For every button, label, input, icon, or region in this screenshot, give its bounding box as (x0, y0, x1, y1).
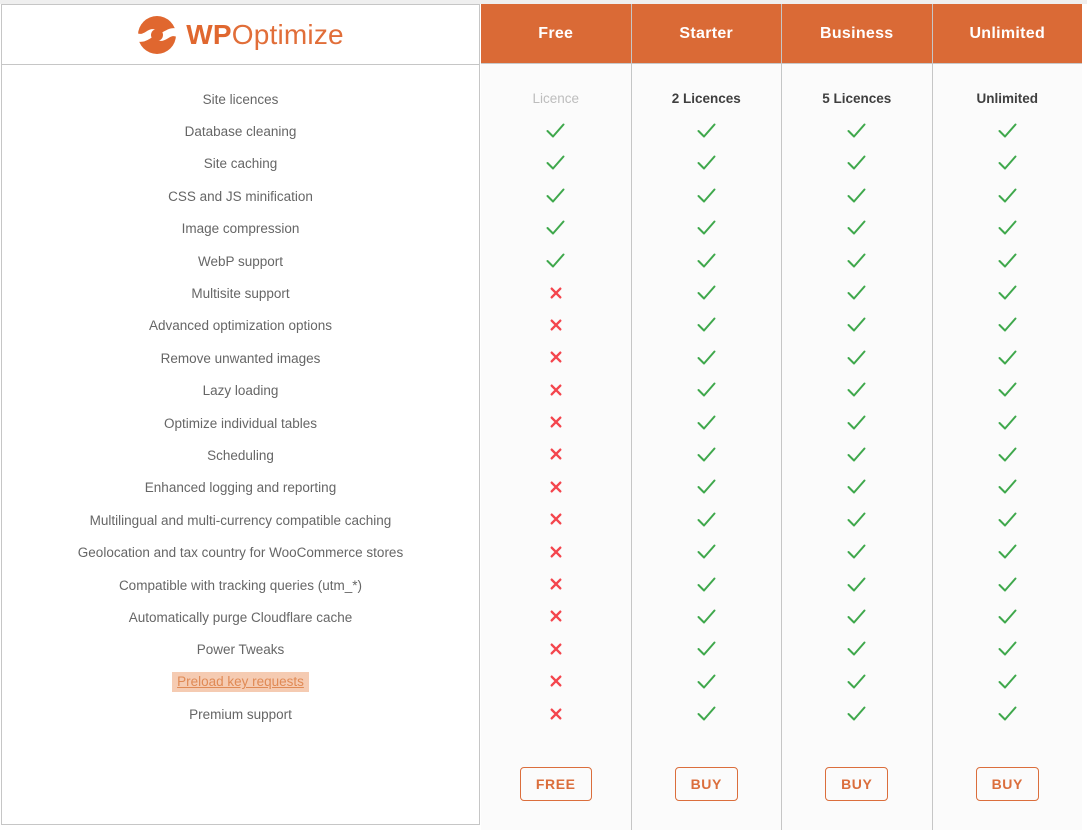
check-icon (481, 244, 631, 276)
cross-icon (481, 341, 631, 373)
feature-list (2, 65, 479, 731)
cross-icon (481, 633, 631, 665)
check-icon (782, 600, 932, 632)
cross-icon (481, 406, 631, 438)
logo-wp-text: WP (186, 18, 232, 50)
check-icon (782, 276, 932, 308)
plan-button-area (782, 767, 932, 801)
check-icon (782, 212, 932, 244)
cross-icon (481, 697, 631, 729)
check-icon (632, 535, 782, 567)
feature-row-label: Power Tweaks (196, 642, 285, 658)
licence-count-cell: Licence (532, 90, 580, 106)
plan-values (782, 64, 932, 730)
check-icon (782, 568, 932, 600)
plan-column-starter (631, 4, 782, 830)
cross-icon (481, 535, 631, 567)
cross-icon (481, 471, 631, 503)
plan-header-business: Business (782, 4, 932, 64)
free-plan-button[interactable]: FREE (520, 767, 592, 801)
check-icon (632, 212, 782, 244)
check-icon (782, 244, 932, 276)
check-icon (632, 697, 782, 729)
feature-row-label: Automatically purge Cloudflare cache (128, 609, 353, 625)
check-icon (481, 114, 631, 146)
plan-button-area (481, 767, 631, 801)
feature-row-label: Site licences (202, 91, 279, 107)
features-panel (1, 4, 480, 825)
starter-plan-button[interactable]: BUY (675, 767, 738, 801)
check-icon (933, 633, 1083, 665)
feature-row-label (2, 666, 479, 698)
check-icon (782, 374, 932, 406)
check-icon (632, 244, 782, 276)
check-icon (632, 568, 782, 600)
check-icon (933, 114, 1083, 146)
check-icon (481, 147, 631, 179)
feature-row-label: Advanced optimization options (148, 318, 333, 334)
feature-row-label: Remove unwanted images (160, 350, 321, 366)
check-icon (782, 114, 932, 146)
cross-icon (481, 665, 631, 697)
logo-optimize-text: Optimize (231, 18, 344, 50)
feature-row-label: Scheduling (207, 447, 274, 463)
wp-optimize-logo (2, 5, 479, 65)
check-icon (933, 147, 1083, 179)
check-icon (782, 697, 932, 729)
plan-column-free (481, 4, 631, 830)
check-icon (933, 406, 1083, 438)
check-icon (632, 147, 782, 179)
check-icon (782, 406, 932, 438)
logo-wordmark (186, 19, 344, 51)
check-icon (632, 438, 782, 470)
check-icon (632, 276, 782, 308)
plan-values (481, 64, 631, 730)
check-icon (632, 341, 782, 373)
plan-values (933, 64, 1083, 730)
check-icon (933, 600, 1083, 632)
check-icon (782, 309, 932, 341)
plan-header-unlimited: Unlimited (933, 4, 1083, 64)
check-icon (933, 503, 1083, 535)
check-icon (782, 179, 932, 211)
check-icon (782, 341, 932, 373)
check-icon (632, 633, 782, 665)
check-icon (933, 471, 1083, 503)
feature-row-label: Geolocation and tax country for WooCommerce stores (77, 545, 404, 561)
check-icon (632, 503, 782, 535)
feature-row-label: Compatible with tracking queries (utm_*) (118, 577, 363, 593)
feature-row-label: Multisite support (191, 286, 290, 302)
unlimited-plan-button[interactable]: BUY (976, 767, 1039, 801)
check-icon (933, 665, 1083, 697)
check-icon (632, 114, 782, 146)
check-icon (782, 438, 932, 470)
check-icon (481, 212, 631, 244)
feature-row-label: Lazy loading (202, 383, 279, 399)
check-icon (632, 406, 782, 438)
check-icon (782, 147, 932, 179)
licence-count-cell: 2 Licences (671, 90, 741, 106)
plan-columns (481, 4, 1082, 830)
check-icon (782, 633, 932, 665)
check-icon (933, 341, 1083, 373)
cross-icon (481, 374, 631, 406)
check-icon (481, 179, 631, 211)
check-icon (933, 179, 1083, 211)
wp-optimize-eye-icon (137, 15, 177, 55)
check-icon (782, 535, 932, 567)
check-icon (782, 665, 932, 697)
check-icon (933, 244, 1083, 276)
check-icon (782, 471, 932, 503)
cross-icon (481, 568, 631, 600)
cross-icon (481, 309, 631, 341)
check-icon (933, 309, 1083, 341)
plan-values (632, 64, 782, 730)
plan-button-area (933, 767, 1083, 801)
check-icon (782, 503, 932, 535)
licence-count-cell: 5 Licences (822, 90, 892, 106)
feature-row-label: Optimize individual tables (163, 415, 318, 431)
check-icon (933, 374, 1083, 406)
licence-count-cell: Unlimited (976, 90, 1038, 106)
check-icon (933, 697, 1083, 729)
cross-icon (481, 600, 631, 632)
feature-row-label: Enhanced logging and reporting (144, 480, 337, 496)
check-icon (632, 665, 782, 697)
cross-icon (481, 276, 631, 308)
check-icon (933, 535, 1083, 567)
cross-icon (481, 503, 631, 535)
plan-column-business (781, 4, 932, 830)
check-icon (632, 374, 782, 406)
check-icon (632, 471, 782, 503)
feature-row-label: Image compression (181, 221, 300, 237)
feature-row-label: WebP support (197, 253, 284, 269)
plan-header-starter: Starter (632, 4, 782, 64)
check-icon (632, 600, 782, 632)
feature-label-highlighted-link[interactable]: Preload key requests (172, 672, 309, 692)
check-icon (933, 438, 1083, 470)
check-icon (933, 568, 1083, 600)
feature-row-label: Multilingual and multi-currency compatible caching (89, 512, 392, 528)
check-icon (933, 276, 1083, 308)
business-plan-button[interactable]: BUY (825, 767, 888, 801)
cross-icon (481, 438, 631, 470)
check-icon (933, 212, 1083, 244)
check-icon (632, 309, 782, 341)
feature-row-label: Database cleaning (184, 124, 297, 140)
feature-row-label: Premium support (189, 707, 292, 723)
plan-header-free: Free (481, 4, 631, 64)
feature-row-label: CSS and JS minification (168, 188, 313, 204)
check-icon (632, 179, 782, 211)
plan-button-area (632, 767, 782, 801)
plan-column-unlimited (932, 4, 1083, 830)
feature-row-label: Site caching (203, 156, 278, 172)
